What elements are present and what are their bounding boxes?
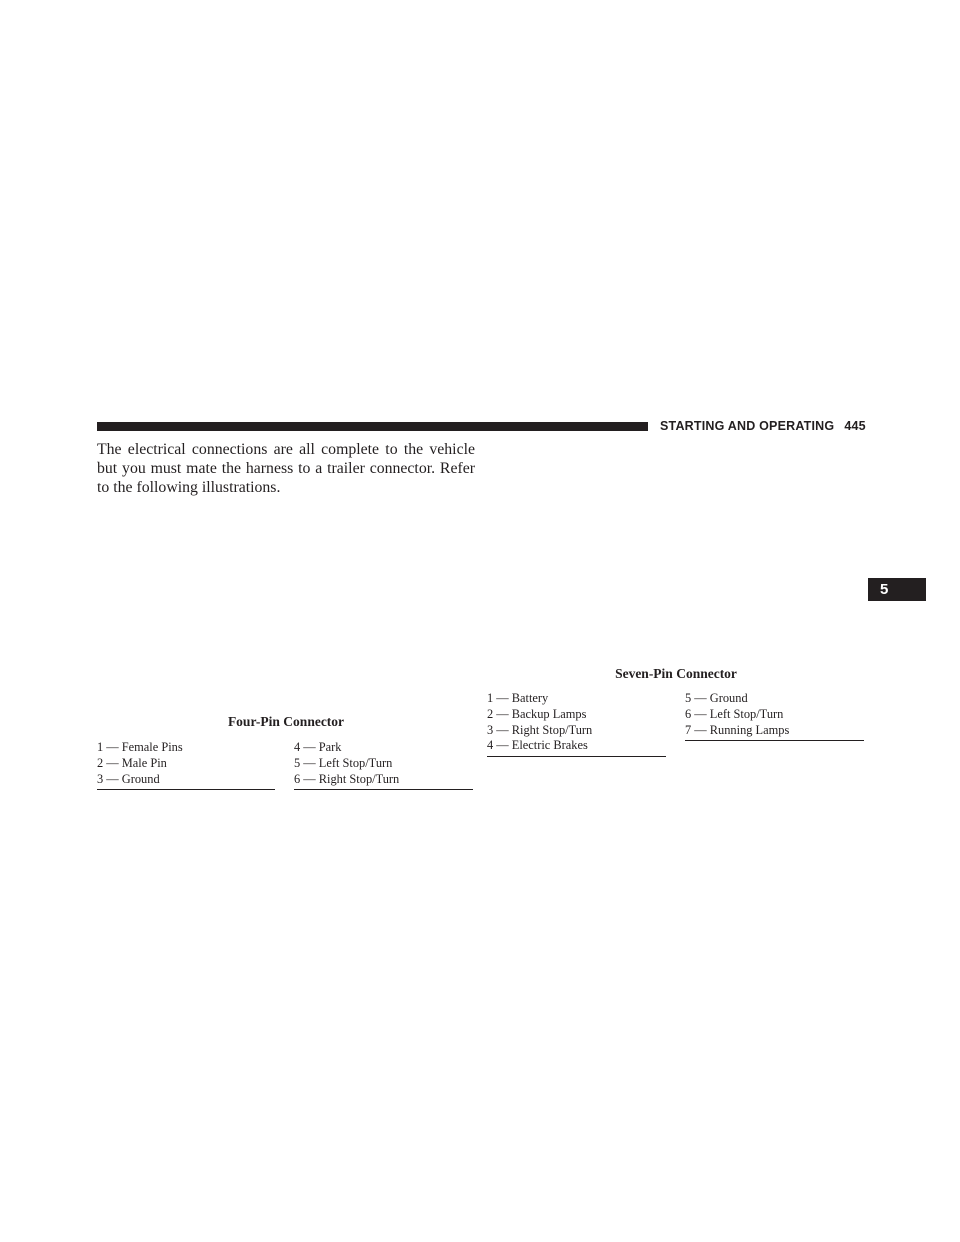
four-pin-caption: Four-Pin Connector	[227, 714, 345, 729]
legend-item: 7 — Running Lamps	[685, 722, 790, 737]
seven-pin-caption: Seven-Pin Connector	[615, 666, 737, 681]
chapter-tab: 5	[868, 578, 926, 601]
header-rule	[97, 422, 648, 431]
legend-item: 2 — Backup Lamps	[487, 706, 587, 721]
legend-item: 6 — Left Stop/Turn	[685, 706, 784, 721]
seven-pin-legend-right	[685, 691, 864, 741]
four-pin-figure	[97, 520, 475, 710]
legend-item: 4 — Electric Brakes	[487, 738, 588, 753]
page-number: 445	[844, 419, 866, 433]
legend-item: 3 — Right Stop/Turn	[487, 722, 593, 737]
legend-item: 4 — Park	[294, 740, 342, 754]
section-title: STARTING AND OPERATING	[660, 419, 835, 433]
legend-item: 3 — Ground	[97, 771, 160, 786]
seven-pin-figure	[487, 470, 865, 660]
running-header	[660, 419, 865, 433]
legend-item: 2 — Male Pin	[97, 755, 167, 770]
legend-item: 1 — Female Pins	[97, 740, 183, 754]
legend-item: 1 — Battery	[487, 691, 549, 705]
legend-item: 5 — Ground	[685, 691, 748, 705]
four-pin-legend-right	[294, 740, 473, 790]
seven-pin-legend-left	[487, 691, 666, 757]
four-pin-legend-left	[97, 740, 275, 790]
intro-paragraph: The electrical connections are all complete to the vehicle but you must mate the harness to a trailer connector. Refer to the following illustrations.	[97, 441, 475, 496]
legend-item: 5 — Left Stop/Turn	[294, 755, 393, 770]
legend-item: 6 — Right Stop/Turn	[294, 771, 400, 786]
